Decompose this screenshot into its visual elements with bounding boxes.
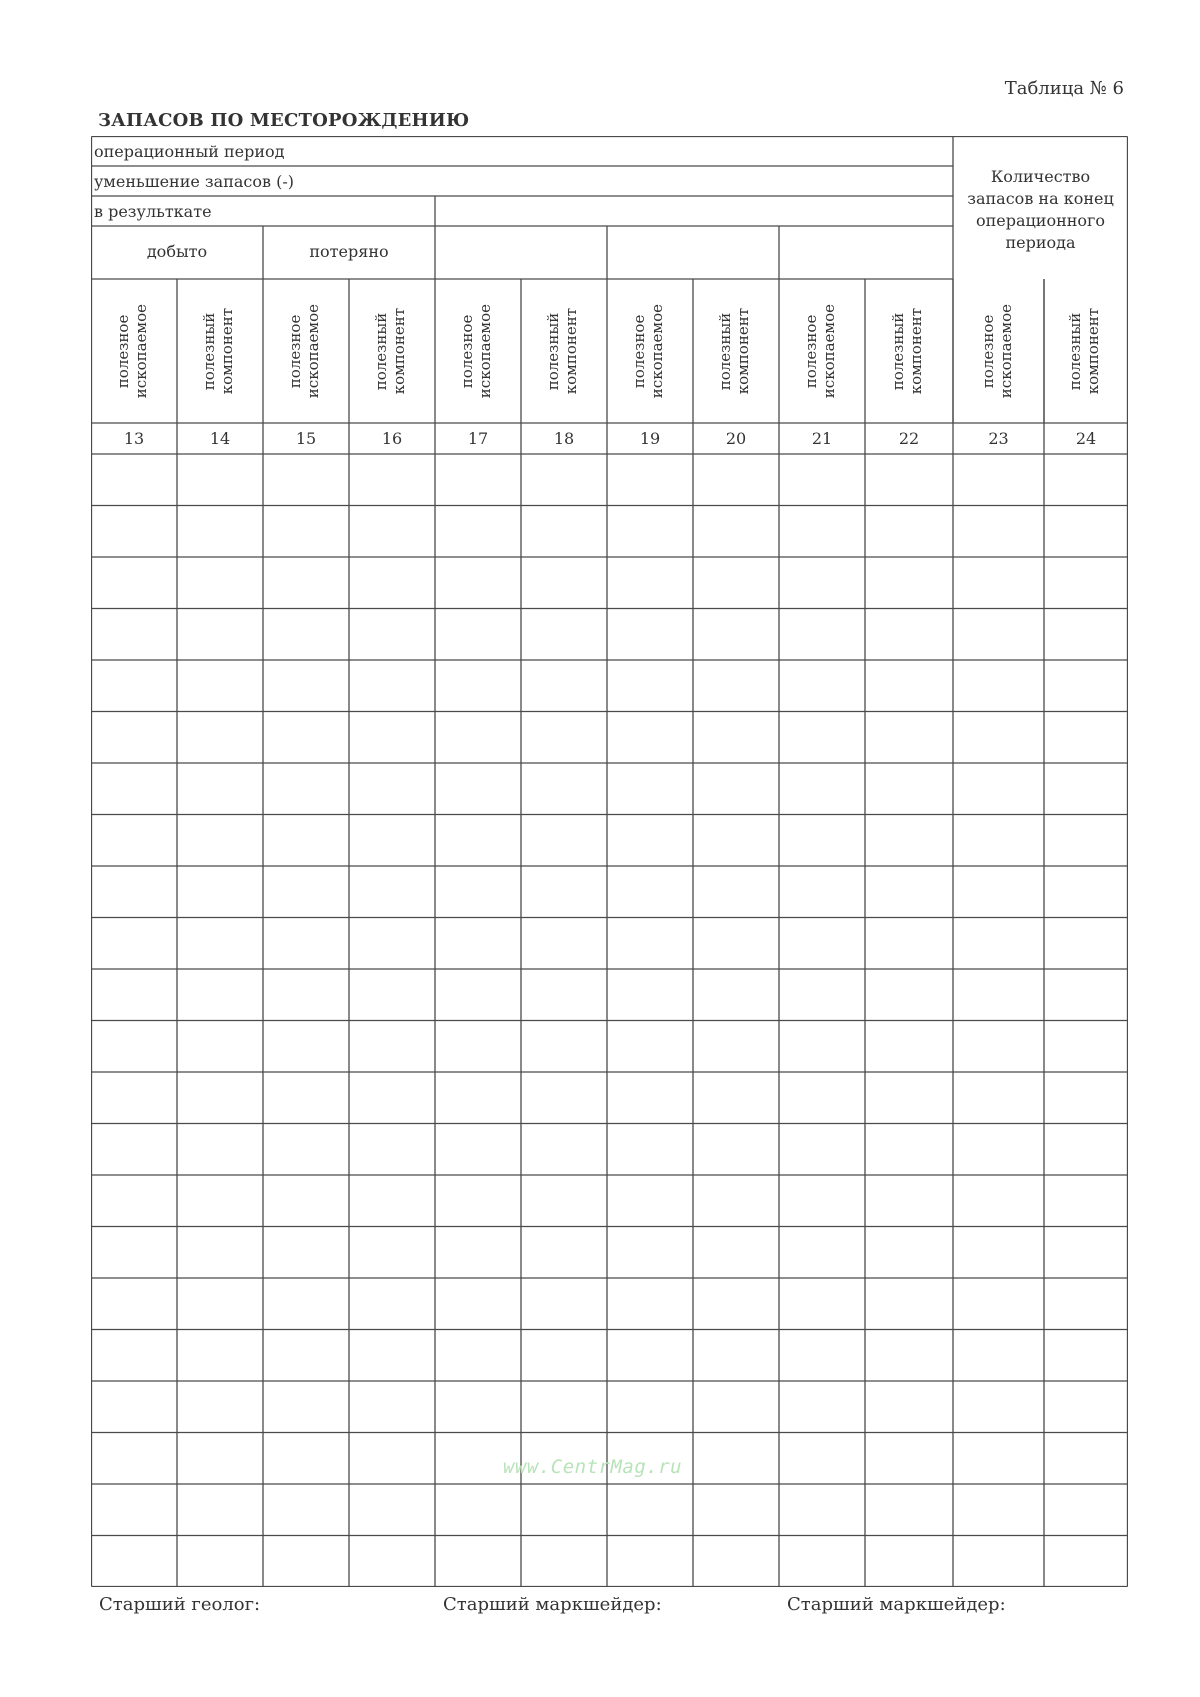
column-label-text: полезное ископаемое (458, 303, 494, 399)
column-label-text: полезное ископаемое (630, 303, 666, 399)
column-number-22: 22 (898, 429, 920, 448)
header-reserves-decrease: уменьшение запасов (-) (94, 172, 294, 191)
column-label-20 (693, 279, 779, 423)
signature-senior-geologist: Старший геолог: (99, 1594, 261, 1615)
signature-senior-surveyor-2: Старший маркшейдер: (787, 1594, 1006, 1615)
column-label-15 (263, 279, 349, 423)
column-label-13 (91, 279, 177, 423)
column-label-text: полезное ископаемое (802, 303, 838, 399)
column-label-16 (349, 279, 435, 423)
signature-senior-surveyor-1: Старший маркшейдер: (443, 1594, 662, 1615)
column-label-23 (953, 279, 1044, 423)
column-label-17 (435, 279, 521, 423)
column-label-text: полезный компонент (889, 307, 925, 395)
column-label-text: полезный компонент (716, 307, 752, 395)
column-label-24 (1044, 279, 1128, 423)
column-number-16: 16 (381, 429, 403, 448)
watermark: www.CentrMag.ru (503, 1456, 683, 1478)
column-number-17: 17 (467, 429, 489, 448)
column-label-text: полезное ископаемое (978, 303, 1015, 399)
column-label-22 (865, 279, 953, 423)
column-label-text: полезное ископаемое (114, 303, 150, 399)
column-label-21 (779, 279, 865, 423)
column-number-20: 20 (725, 429, 747, 448)
column-number-19: 19 (639, 429, 661, 448)
header-as-result: в результкате (94, 202, 212, 221)
column-label-14 (177, 279, 263, 423)
header-operational-period: операционный период (94, 142, 285, 161)
column-label-text: полезный компонент (372, 307, 408, 395)
column-label-19 (607, 279, 693, 423)
column-label-18 (521, 279, 607, 423)
column-number-23: 23 (988, 429, 1009, 448)
column-label-text: полезный компонент (544, 307, 580, 395)
header-end-quantity: Количество запасов на конец операционного периода (967, 167, 1114, 252)
document-title: ЗАПАСОВ ПО МЕСТОРОЖДЕНИЮ (98, 110, 470, 131)
column-label-text: полезное ископаемое (286, 303, 322, 399)
table-number: Таблица № 6 (1004, 78, 1124, 99)
column-number-18: 18 (553, 429, 575, 448)
column-number-15: 15 (295, 429, 317, 448)
column-number-21: 21 (811, 429, 833, 448)
column-label-text: полезный компонент (1066, 307, 1102, 395)
column-number-13: 13 (123, 429, 145, 448)
column-number-14: 14 (209, 429, 231, 448)
reserves-table (91, 136, 1128, 1587)
header-lost: потеряно (309, 242, 389, 261)
column-number-24: 24 (1075, 429, 1097, 448)
header-mined: добыто (146, 242, 208, 261)
column-label-text: полезный компонент (200, 307, 236, 395)
